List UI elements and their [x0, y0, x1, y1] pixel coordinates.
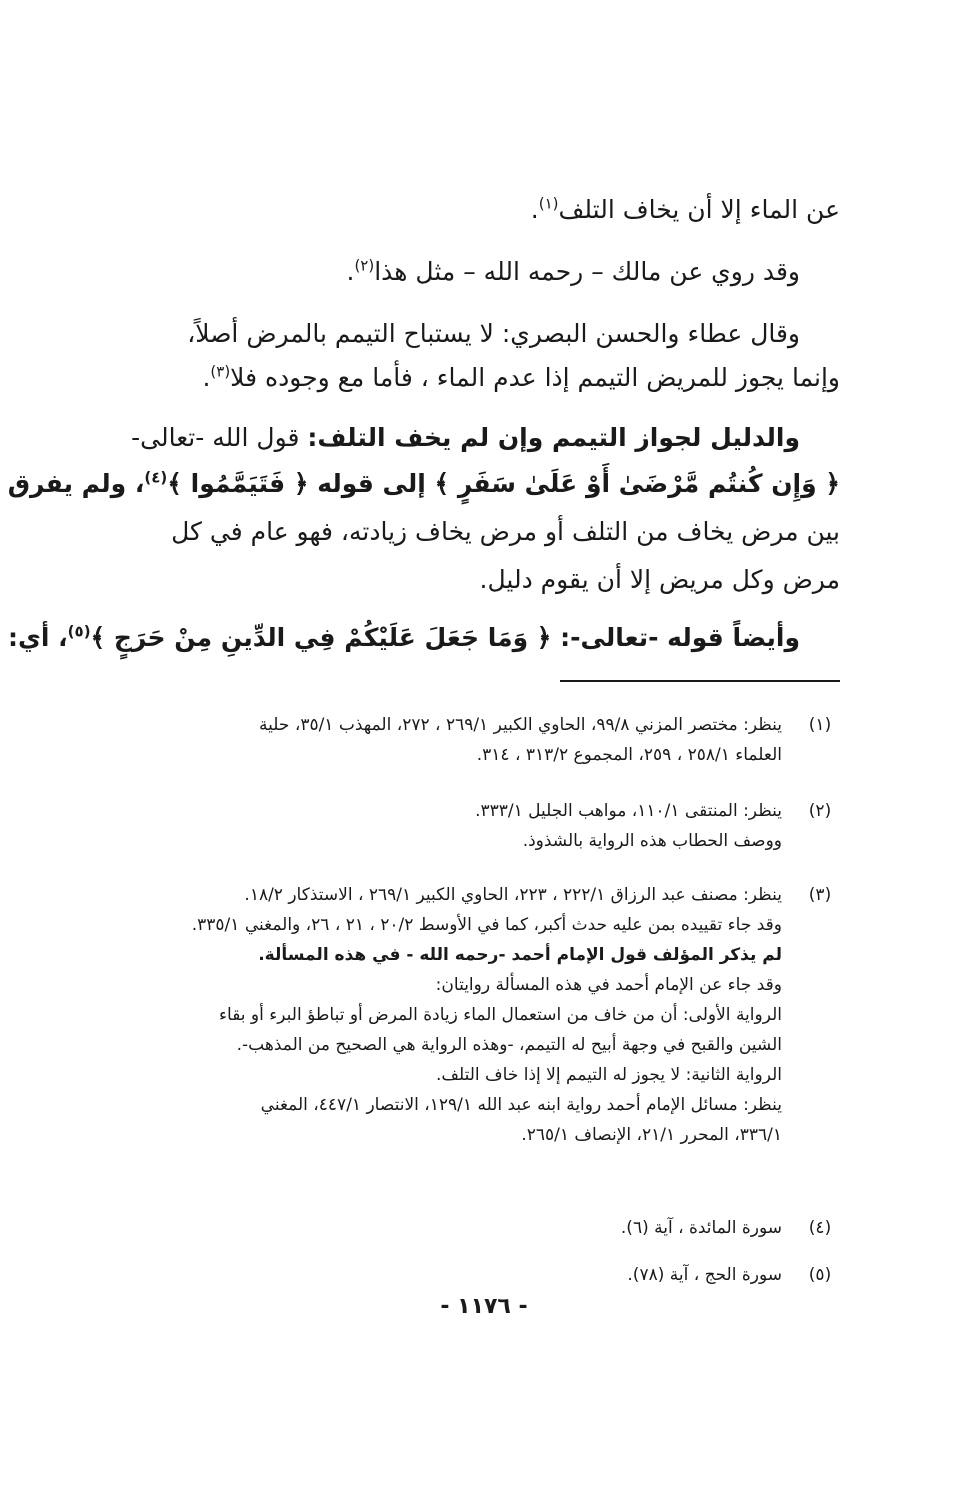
footnote: (٥) سورة الحج ، آية (٧٨).	[128, 1260, 840, 1290]
footnote: (٢) ينظر: المنتقى ١١٠/١، مواهب الجليل ٣٣٣/١. ووصف الحطاب هذه الرواية بالشذوذ.	[128, 796, 840, 856]
footnote-number: (٣)	[808, 885, 832, 905]
footnote: (٣) ينظر: مصنف عبد الرزاق ٢٢٢/١ ، ٢٢٣، الحاوي الكبير ٢٦٩/١ ، الاستذكار ١٨/٢. وقد جاء تقييده بمن عليه حدث أكبر، كما في الأوسط ٢٠/٢ ، ٢١ ، ٢٦، والمغني ٣٣٥/١. لم يذكر المؤلف قول الإمام أحمد -رحمه الله - في هذه المسألة. وقد جاء عن الإمام أحمد في هذه المسألة روايتان: الرواية الأولى: أن من خاف من استعمال الماء زيادة المرض أو تباطؤ البرء أو بقاء الشين والقبح في وجهة أبيح له التيمم، -وهذه الرواية هي الصحيح من المذهب-. الرواية الثانية: لا يجوز له التيمم إلا إذا خاف التلف. ينظر: مسائل الإمام أحمد رواية ابنه عبد الله ١٢٩/١، الانتصار ٤٤٧/١، المغني ٣٣٦/١، المحرر ٢١/١، الإنصاف ٢٦٥/١.	[128, 880, 840, 1150]
footnote: (١) ينظر: مختصر المزني ٩٩/٨، الحاوي الكبير ٢٦٩/١ ، ٢٧٢، المهذب ٣٥/١، حلية العلماء ٢٥٨/١ ، ٢٥٩، المجموع ٣١٣/٢ ، ٣١٤.	[128, 710, 840, 770]
footnote-ref[interactable]: (٣)	[210, 362, 231, 381]
footnote: (٤) سورة المائدة ، آية (٦).	[128, 1213, 840, 1243]
footnote-ref[interactable]: (٤)	[144, 468, 168, 487]
footnote-ref[interactable]: (٥)	[67, 622, 91, 641]
text-line: وأيضاً قوله -تعالى-: ﴿ وَمَا جَعَلَ عَلَيْكُمْ فِي الدِّينِ مِنْ حَرَجٍ ﴾$^{(٥)}$، أي:	[7, 622, 800, 652]
text-line: والدليل لجواز التيمم وإن لم يخف التلف: قول الله -تعالى-	[131, 423, 800, 452]
footnote-number: (٥)	[808, 1265, 832, 1285]
text-line: ﴿ وَإِن كُنتُم مَّرْضَىٰ أَوْ عَلَىٰ سَفَرٍ ﴾ إلى قوله ﴿ فَتَيَمَّمُوا ﴾$^{(٤)}$، ولم يفرق	[7, 468, 840, 498]
footnote-number: (٤)	[808, 1218, 832, 1238]
text-line: بين مرض يخاف من التلف أو مرض يخاف زيادته، فهو عام في كل	[171, 517, 840, 546]
footnote-number: (٢)	[808, 801, 832, 821]
page-number: - ١١٧٦ -	[440, 1294, 528, 1319]
footnote-ref[interactable]: (١)	[538, 194, 559, 213]
footnote-number: (١)	[808, 715, 832, 735]
text-line: عن الماء إلا أن يخاف التلف$^{(١)}$.	[530, 194, 840, 224]
footnote-ref[interactable]: (٢)	[354, 256, 375, 275]
bold-heading: والدليل لجواز التيمم وإن لم يخف التلف:	[307, 423, 800, 452]
footnote-separator	[560, 680, 840, 682]
text-line: وقال عطاء والحسن البصري: لا يستباح التيمم بالمرض أصلاً،	[187, 319, 800, 348]
text-line: وقد روي عن مالك – رحمه الله – مثل هذا$^{(٢)}$.	[346, 256, 800, 286]
text-line: وإنما يجوز للمريض التيمم إذا عدم الماء ، فأما مع وجوده فلا$^{(٣)}$.	[202, 362, 840, 392]
text-line: مرض وكل مريض إلا أن يقوم دليل.	[479, 565, 840, 594]
